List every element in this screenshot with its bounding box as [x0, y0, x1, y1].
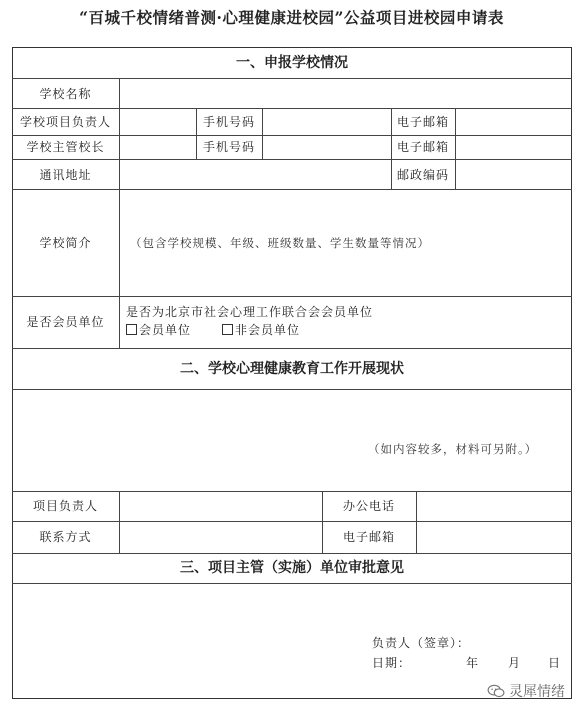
office-phone-field[interactable] — [417, 492, 571, 521]
phone-label: 手机号码 — [202, 140, 255, 154]
member-yes-option[interactable]: 会员单位 — [126, 323, 191, 337]
contact-label: 联系方式 — [39, 530, 92, 544]
row-line — [12, 296, 572, 297]
intro-hint: （包含学校规模、年级、班级数量、学生数量等情况） — [130, 236, 430, 250]
date-month: 月 — [508, 656, 522, 670]
section2-email-label: 电子邮箱 — [342, 530, 395, 544]
intro-field[interactable] — [120, 190, 571, 296]
principal-phone-field[interactable] — [263, 136, 391, 159]
section2-lead-label: 项目负责人 — [32, 499, 98, 513]
intro-label: 学校简介 — [39, 236, 92, 250]
status-field[interactable] — [13, 390, 571, 491]
wechat-icon — [487, 684, 505, 698]
signer-label: 负责人（签章）： — [372, 636, 471, 650]
office-phone-label: 办公电话 — [342, 499, 395, 513]
email-label: 电子邮箱 — [396, 115, 449, 129]
address-field[interactable] — [120, 160, 391, 189]
section2-lead-field[interactable] — [120, 492, 322, 521]
member-no-option[interactable]: 非会员单位 — [222, 323, 300, 337]
principal-field[interactable] — [120, 136, 196, 159]
school-name-field[interactable] — [120, 79, 571, 108]
section1-heading: 一、申报学校情况 — [236, 55, 348, 71]
date-day: 日 — [548, 656, 562, 670]
project-lead-email-field[interactable] — [456, 109, 571, 135]
address-label: 通讯地址 — [39, 168, 92, 182]
row-line — [12, 553, 572, 554]
date-year: 年 — [466, 656, 480, 670]
member-label: 是否会员单位 — [26, 315, 105, 329]
principal-email-field[interactable] — [456, 136, 571, 159]
row-line — [12, 348, 572, 349]
project-lead-label: 学校项目负责人 — [19, 115, 111, 129]
postcode-label: 邮政编码 — [396, 168, 449, 182]
checkbox-icon[interactable] — [222, 324, 233, 335]
postcode-field[interactable] — [456, 160, 571, 189]
date-label: 日期： — [372, 656, 412, 670]
phone-label: 手机号码 — [202, 115, 255, 129]
school-name-label: 学校名称 — [39, 87, 92, 101]
form-title: “百城千校情绪普测·心理健康进校园”公益项目进校园申请表 — [79, 8, 504, 27]
attachment-note: （如内容较多，材料可另附。） — [368, 442, 538, 456]
watermark-text: 灵犀情绪 — [509, 684, 565, 700]
watermark — [487, 681, 565, 701]
section3-heading: 三、项目主管（实施）单位审批意见 — [180, 560, 404, 576]
contact-field[interactable] — [120, 522, 322, 553]
email-label: 电子邮箱 — [396, 140, 449, 154]
section2-email-field[interactable] — [417, 522, 571, 553]
project-lead-field[interactable] — [120, 109, 196, 135]
project-lead-phone-field[interactable] — [263, 109, 391, 135]
section2-heading: 二、学校心理健康教育工作开展现状 — [180, 361, 404, 377]
checkbox-icon[interactable] — [126, 324, 137, 335]
principal-label: 学校主管校长 — [26, 140, 105, 154]
member-question: 是否为北京市社会心理工作联合会会员单位 — [126, 305, 374, 319]
